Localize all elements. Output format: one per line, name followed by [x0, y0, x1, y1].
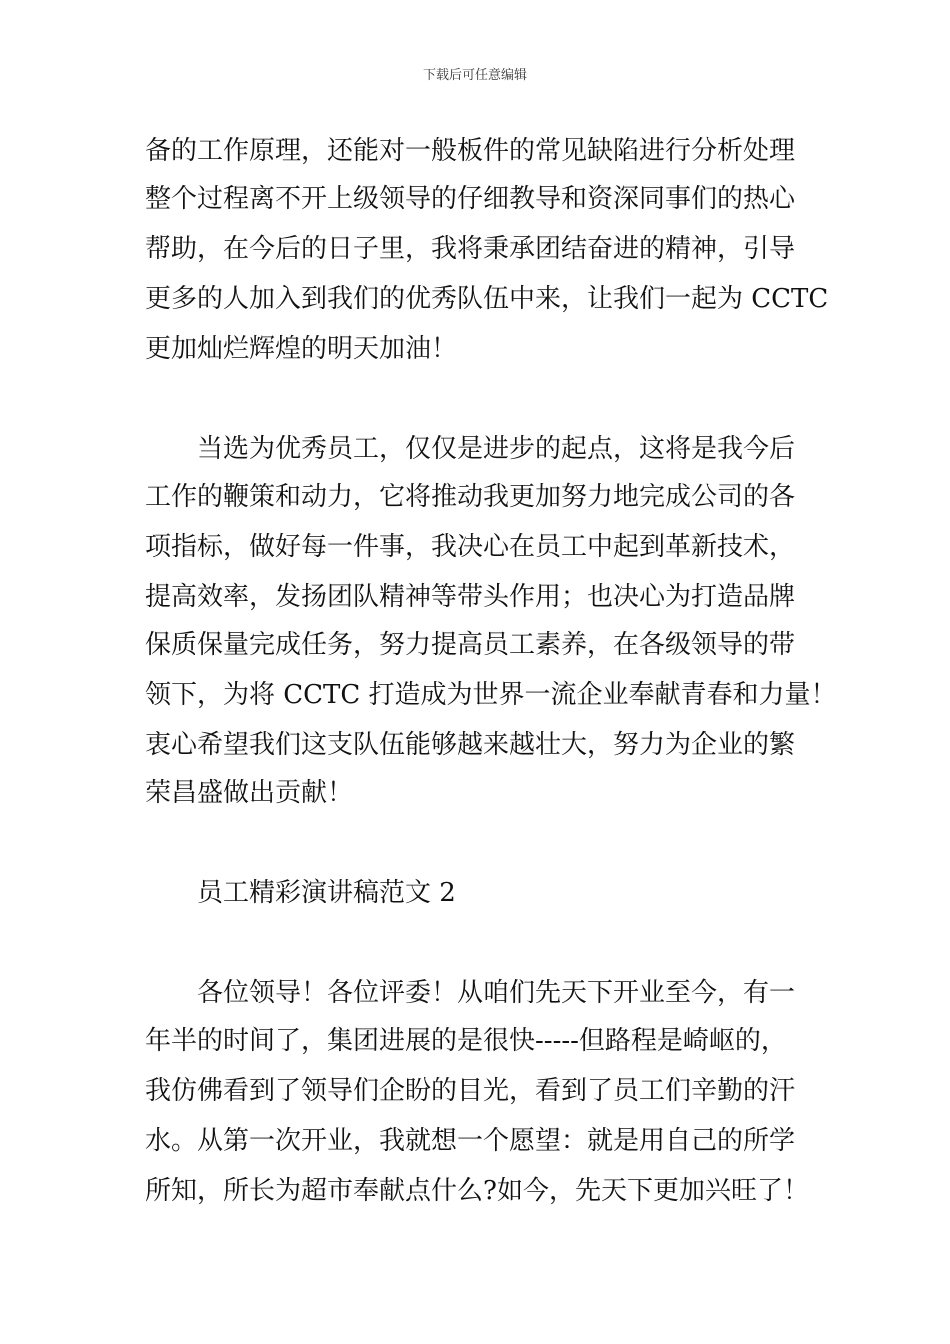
- text-line: 保质保量完成任务，努力提高员工素养，在各级领导的带: [145, 630, 796, 660]
- text-line: 我仿佛看到了领导们企盼的目光，看到了员工们辛勤的汗: [145, 1076, 796, 1106]
- text-line: 各位领导！各位评委！从咱们先天下开业至今，有一: [145, 978, 796, 1008]
- text-line: 更多的人加入到我们的优秀队伍中来，让我们一起为 CCTC: [145, 284, 829, 314]
- text-line: 所知，所长为超市奉献点什么?如今，先天下更加兴旺了！: [145, 1176, 809, 1206]
- text-line: 整个过程离不开上级领导的仔细教导和资深同事们的热心: [145, 184, 796, 214]
- text-line: 当选为优秀员工，仅仅是进步的起点，这将是我今后: [145, 434, 796, 464]
- text-line: 领下，为将 CCTC 打造成为世界一流企业奉献青春和力量！: [145, 680, 837, 710]
- text-line: 项指标，做好每一件事，我决心在员工中起到革新技术，: [145, 532, 796, 562]
- text-line: 水。从第一次开业，我就想一个愿望：就是用自己的所学: [145, 1126, 796, 1156]
- section-heading: 员工精彩演讲稿范文 2: [145, 878, 456, 908]
- page-header: 下载后可任意编辑: [422, 68, 527, 83]
- text-line: 荣昌盛做出贡献！: [145, 778, 354, 808]
- text-line: 备的工作原理，还能对一般板件的常见缺陷进行分析处理: [145, 136, 796, 166]
- text-line: 年半的时间了，集团进展的是很快-----但路程是崎岖的，: [145, 1026, 787, 1056]
- text-line: 提高效率，发扬团队精神等带头作用；也决心为打造品牌: [145, 582, 796, 612]
- text-line: 帮助，在今后的日子里，我将秉承团结奋进的精神，引导: [145, 234, 796, 264]
- text-line: 工作的鞭策和动力，它将推动我更加努力地完成公司的各: [145, 482, 796, 512]
- text-line: 更加灿烂辉煌的明天加油！: [145, 334, 458, 364]
- text-line: 衷心希望我们这支队伍能够越来越壮大，努力为企业的繁: [145, 730, 796, 760]
